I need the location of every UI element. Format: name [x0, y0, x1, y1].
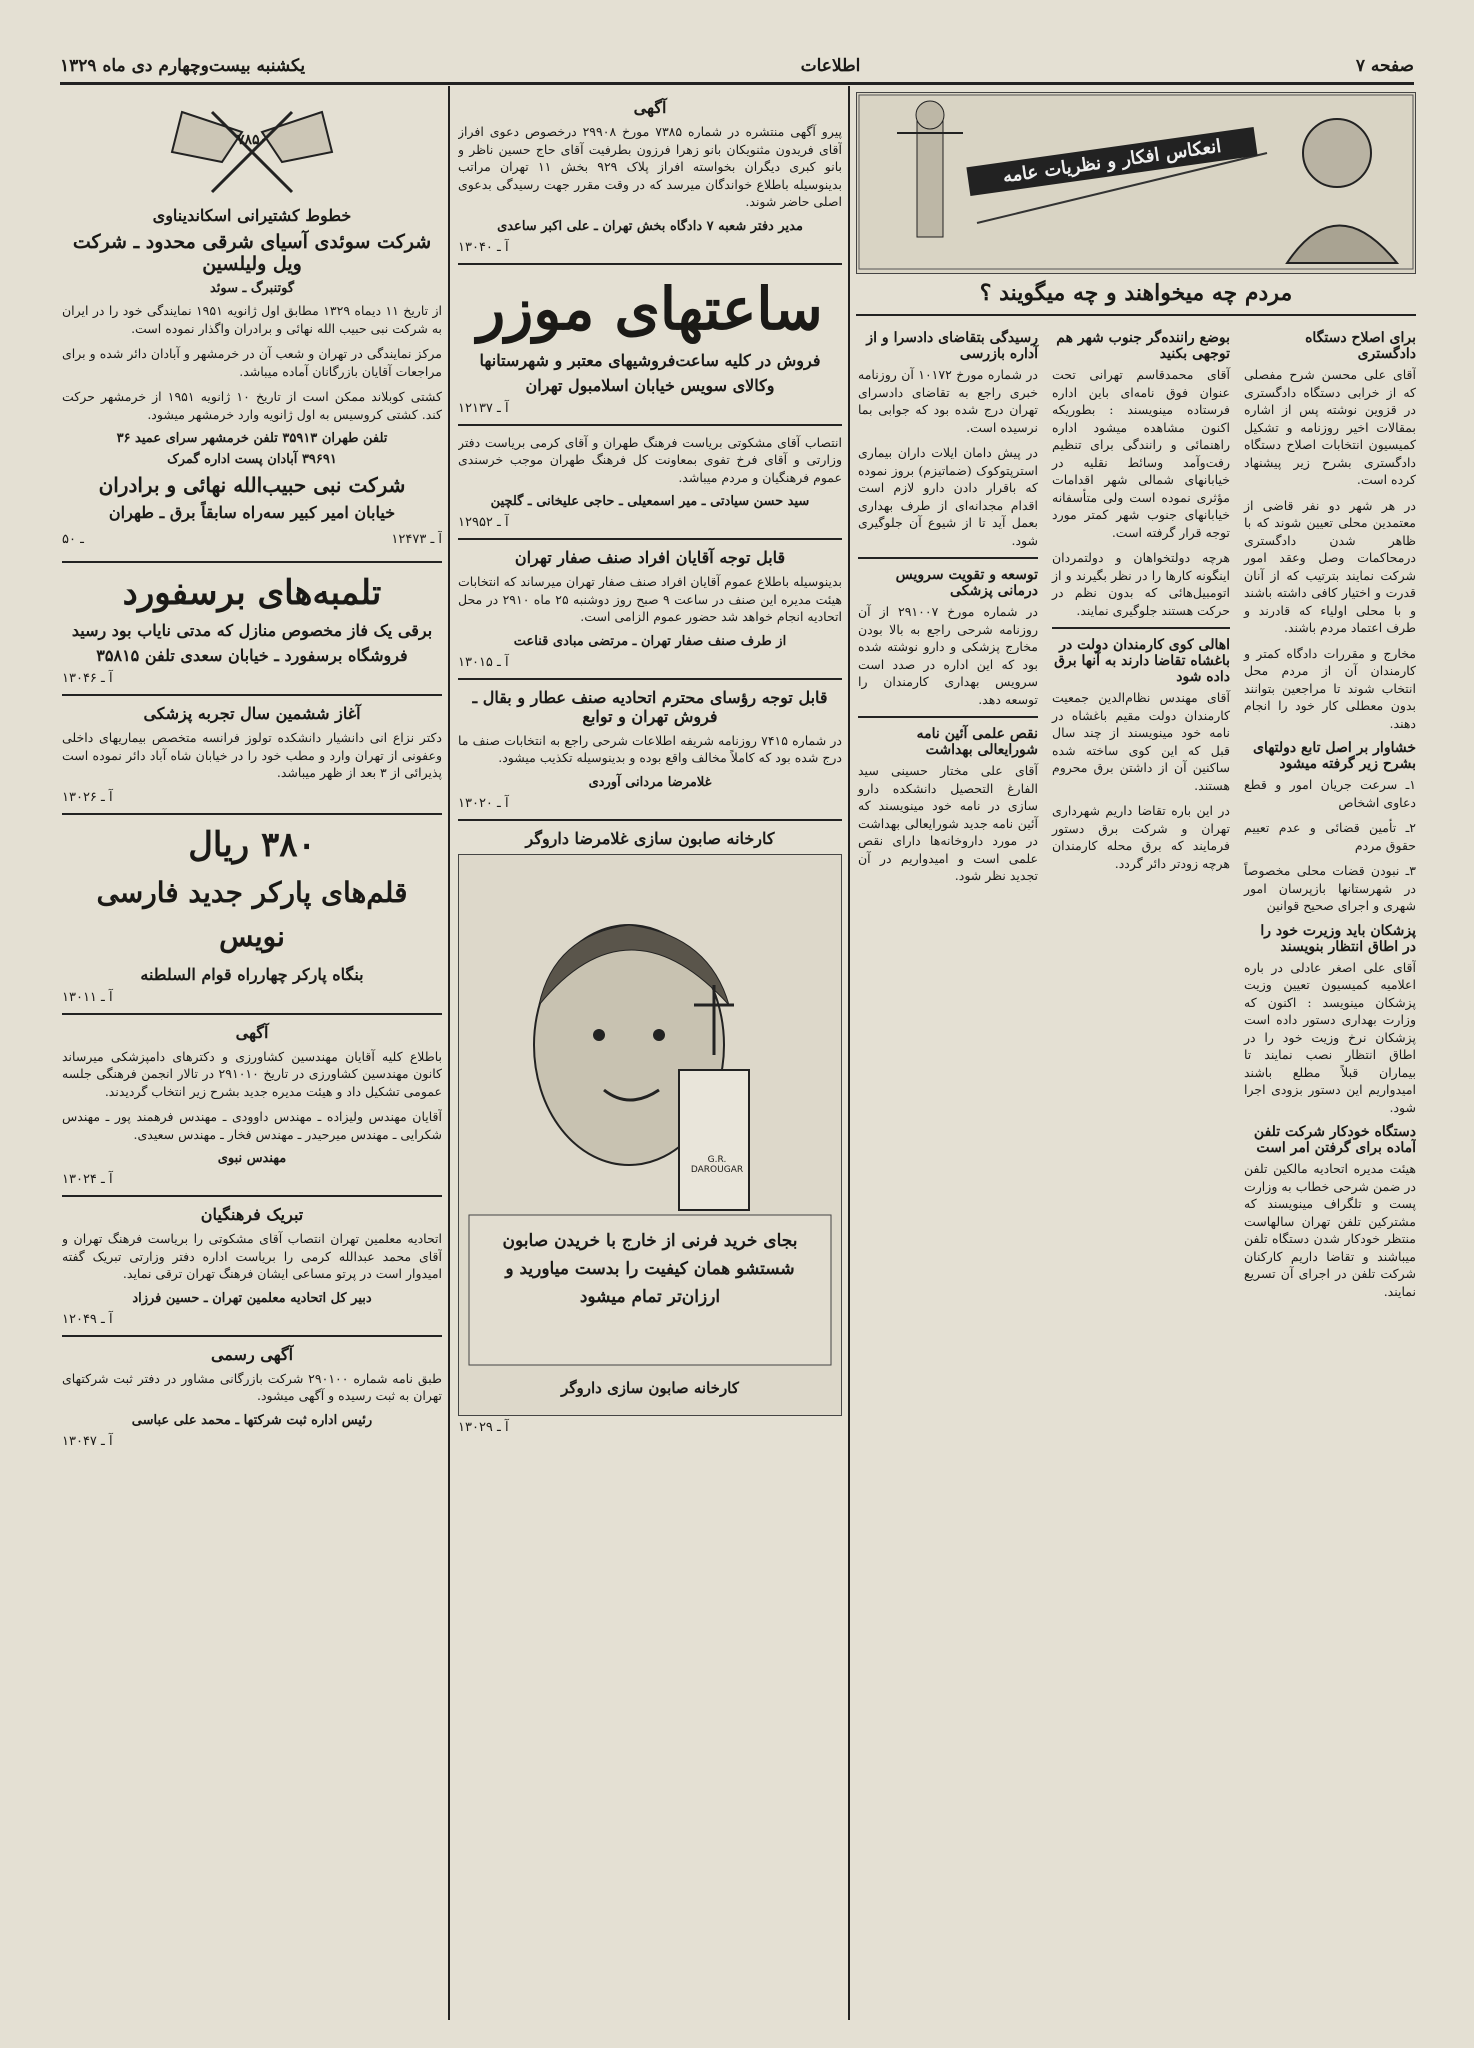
article-title: نقص علمی آئین نامه شورایعالی بهداشت [916, 726, 1038, 758]
shipping-tel: ۳۹۶۹۱ آبادان پست اداره گمرک [167, 452, 337, 467]
notice-paragraph: آقایان مهندس ولیزاده ـ مهندس داوودی ـ مهندس فرهمند پور ـ مهندس شکرایی ـ مهندس میرحیدر ـ مهندس فخار ـ مهندس سعیدی. [62, 1109, 442, 1142]
article-paragraph: در شماره مورخ ۲۹۱۰۰۷ از آن روزنامه شرحی راجع به بالا بودن مخارج پزشکی و دارو نوشته شده بود که این اداره در صدد است سرویس بهداری کارمندان را توسعه دهد. [858, 604, 1038, 707]
sub-column-c [858, 324, 1038, 1308]
masthead-rule [60, 82, 1414, 85]
notice-paragraph: باطلاع کلیه آقایان مهندسین کشاورزی و دکترهای دامپزشکی میرساند کانون مهندسین کشاورزی در تاریخ ۲۹۱۰۱۰ در تالار انجمن فرهنگی جلسه عمومی تشکیل داد و هیئت مدیره جدید بشرح زیر انتخاب گردیدند. [62, 1048, 442, 1099]
masthead [60, 52, 1414, 80]
left-column [62, 92, 442, 2012]
notice-signature: رئیس اداره ثبت شرکتها ـ محمد علی عباسی [131, 1412, 373, 1428]
notice-signature: سید حسن سیادتی ـ میر اسمعیلی ـ حاجی علیخانی ـ گلچین [490, 494, 810, 509]
notice-code: آ ـ ۱۳۰۲۰ [458, 795, 509, 811]
notice-title: آگهی [235, 1022, 269, 1042]
company-codes [62, 528, 442, 553]
notice-title: قابل توجه رؤسای محترم اتحادیه صنف عطار و بقال ـ فروش تهران و توابع [472, 687, 828, 726]
divider [62, 694, 442, 696]
pen-address: بنگاه پارکر چهارراه قوام السلطنه [140, 964, 364, 984]
notice-signature: مهندس نبوی [217, 1151, 287, 1166]
notice-code: آ ـ ۱۲۹۵۲ [458, 515, 509, 530]
opinion-banner [856, 92, 1416, 274]
article-paragraph: در هر شهر دو نفر قاضی از معتمدین محلی تعیین شوند که با ظاهر شدن دادگستری درمحاکمات وصل وعقد امور شرکت نمایند بترتیب که از آنان قدرت و اختیار کافی داشته باشند و با محلی اولیاء که قادرند و طرف اعتماد مردم باشند. [1244, 497, 1416, 635]
list-item: ۲ـ تأمین قضائی و عدم تعییم حقوق مردم [1244, 820, 1416, 853]
notice-paragraph: بدینوسیله باطلاع عموم آقایان افراد صنف صفار تهران میرساند که انتخابات هیئت مدیره این صنف در ساعت ۹ صبح روز دوشنبه ۲۵ ماه ۲۹۱۰ در محل اتحادیه انجام خواهد شد حضور عموم الزامی است. [458, 574, 842, 624]
clinic-paragraph: دکتر نزاع انی دانشیار دانشکده تولوز فرانسه متخصص بیماریهای داخلی وعفونی از تهران وارد و مطب خود را در خیابان شاه آباد دائر نموده است پذیرائی از ۳ بعد از ظهر میباشد. [62, 730, 442, 780]
pen-code: آ ـ ۱۳۰۱۱ [62, 989, 113, 1005]
soap-ad-header: کارخانه صابون سازی غلامرضا داروگر [525, 828, 775, 848]
soap-ad-body: بجای خرید فرنی از خارج با خریدن صابون شستشو همان کیفیت را بدست میاورید و ارزان‌تر تمام میشود [502, 1230, 798, 1307]
article-title: پزشکان باید وزیرت خود را در اطاق انتظار بنویسند [1260, 922, 1416, 955]
column-divider [448, 86, 450, 2020]
pump-ad-subtitle: برقی یک فاز مخصوص منازل که مدتی نایاب بود رسید [71, 621, 433, 640]
article-paragraph: مخارج و مقررات دادگاه کمتر و کارمندان آن از مردم محل انتخاب شوند تا مراجعین بتوانند بدون معطلی کار خود را انجام دهند. [1244, 645, 1416, 731]
divider [458, 424, 842, 426]
notice-title: آگهی [633, 98, 667, 117]
clinic-title: آغاز ششمین سال تجربه پزشکی [143, 704, 361, 723]
pen-title: قلم‌های پارکر جدید فارسی نویس [96, 875, 408, 953]
company-title: شرکت نبی حبیب‌الله نهائی و برادران [98, 473, 406, 497]
notice-paragraph: انتصاب آقای مشکوتی بریاست فرهنگ طهران و آقای کرمی بریاست دفتر وزارتی و آقای فرخ تفوی بمعاونت کل فرهنگ طهران موجب خرسندی عموم فرهنگیان و مردم میباشد. [458, 434, 842, 485]
date-line: یکشنبه بیست‌وچهارم دی ماه ۱۳۲۹ [60, 56, 306, 76]
shipping-company: شرکت سوئدی آسیای شرقی محدود ـ شرکت ویل ولیلسین [72, 231, 432, 275]
shipping-paragraph: کشتی کوبلاند ممکن است از تاریخ ۱۰ ژانویه ۱۹۵۱ از خرمشهر حرکت کند. کشتی کروسیس به اول ژانویه وارد خرمشهر میشود. [62, 389, 442, 422]
shipping-tel: تلفن طهران ۳۵۹۱۳ تلفن خرمشهر سرای عمید ۳۶ [116, 431, 388, 446]
article-title: دستگاه خودکار شرکت تلفن آماده برای گرفتن امر است [1253, 1124, 1416, 1156]
article-title: رسیدگی بتقاضای دادسرا و از آداره بازرسی [866, 330, 1038, 362]
article-paragraph: هرچه دولتخواهان و دولتمردان اینگونه کارها را در نظر بگیرند و از اتومبیل‌هائی که بدون نظم در حرکت هستند جلوگیری نمایند. [1052, 550, 1230, 618]
company-address: خیابان امیر کبیر سه‌راه سابقاً برق ـ طهران [108, 503, 396, 522]
company-code-2: ۵ـ ۰ [62, 532, 84, 547]
divider [62, 813, 442, 815]
section-title: مردم چه میخواهند و چه میگویند ؟ [979, 280, 1293, 306]
article-paragraph: آقای محمدقاسم تهرانی تحت عنوان فوق نامه‌ای باین اداره فرستاده مینویسند : بطوریکه اکنون مشاهده میشود اداره راهنمائی و رانندگی برای تنظیم رفت‌وآمد وسائط نقلیه در خیابانهای شمالی شهر اقدامات مؤثری نموده است ولی متأسفانه خیابانهای جنوب شهر کمتر مورد توجه قرار گرفته است. [1052, 367, 1230, 540]
shipping-title: خطوط کشتیرانی اسکاندیناوی [152, 206, 352, 225]
article-paragraph: آقای علی محسن شرح مفصلی که از خرابی دستگاه دادگستری در قزوین نوشته پس از اشاره بمقالات اخیر روزنامه و تشکیل کمیسیون انتخابات اصلاح دستگاه دادگستری بشرح زیر پیشنهاد کرده است. [1244, 367, 1416, 487]
article-paragraph: در این باره تقاضا داریم شهرداری تهران و شرکت برق دستور فرمایند که برق محله کارمندان هرچه زودتر دائر گردد. [1052, 803, 1230, 871]
notice-title: قابل توجه آقایان افراد صنف صفار تهران [514, 548, 786, 567]
shipping-logo [62, 92, 442, 200]
article-paragraph: آقای مهندس نظام‌الدین جمعیت کارمندان دولت مقیم باغشاه در نامه خود مینویسند از چند سال قبل که این کوی ساخته شده ساکنین آن از داشتن برق محروم هستند. [1052, 690, 1230, 793]
notice-code: آ ـ ۱۳۰۱۵ [458, 654, 509, 670]
paper-name: اطلاعات [800, 56, 861, 76]
soap-ad-footer: کارخانه صابون سازی داروگر [561, 1378, 739, 1397]
notice-signature: دبیر کل اتحادیه معلمین تهران ـ حسین فرزاد [132, 1290, 372, 1306]
article-paragraph: در شماره مورخ ۱۰۱۷۲ آن روزنامه خبری راجع به تقاضای دادسرای تهران درج شده بود که جوابی بما نرسیده است. [858, 367, 1038, 435]
notice-paragraph: پیرو آگهی منتشره در شماره ۷۳۸۵ مورخ ۲۹۹۰۸ درخصوص دعوی افراز آقای فریدون مثنویکان بانو زهرا فرزون بطرفیت آقای حاج حسین ناظر و بانو کبری دیگران بخواسته افراز پلاک ۹۲۹ بخش ۱۱ تهران مراتب بدینوسیله باطلاع خواندگان میرسد که در وقت مقرر جهت رسیدگی بدعوی اصلی حاضر شوند. [458, 124, 842, 209]
article-title: بوضع راننده‌گر جنوب شهر هم توجهی بکنید [1056, 330, 1230, 362]
divider [458, 263, 842, 265]
article-title: توسعه و تقویت سرویس درمانی پزشکی [895, 567, 1038, 599]
article-paragraph: آقای علی مختار حسینی سید الفارغ التحصیل دانشکده دارو سازی در نامه خود مینویسند که آئین نامه جدید شورایعالی بهداشت در مورد داروخانه‌ها دارای نقص علمی است و امیدواریم در آن تجدید نظر شود. [858, 763, 1038, 883]
banner-title: انعکاس افکار و نظریات عامه [966, 127, 1257, 196]
sub-column-b [1052, 324, 1230, 1308]
column-divider [848, 86, 850, 2020]
right-column [856, 92, 1416, 2012]
divider [62, 1195, 442, 1197]
company-code: آ ـ ۱۲۴۷۳ [391, 532, 442, 547]
list-title: خشاوار بر اصل تابع دولتهای بشرح زیر گرفته میشود [1253, 740, 1416, 772]
right-column-body [856, 324, 1416, 1308]
shipping-sub: گوتنبرگ ـ سوئد [209, 281, 295, 296]
article-paragraph: در پیش دامان ایلات داران بیماری استرپتوکوک (ضماتیزم) بروز نموده که باقرار دادن دارو لازم است اقدام مجدانه‌ای از طرف بهداری بعمل آید تا از شیوع آن جلوگیری شود. [858, 445, 1038, 548]
middle-column [458, 92, 842, 2012]
woman-illustration-icon [459, 855, 841, 1413]
notice-paragraph: طبق نامه شماره ۲۹۰۱۰۰ شرکت بازرگانی مشاور در دفتر ثبت شرکتهای تهران به ثبت رسیده و آگهی میشود. [62, 1370, 442, 1403]
divider [62, 1013, 442, 1015]
soap-ad [458, 854, 842, 1416]
article-paragraph: آقای علی اصغر عادلی در باره اعلامیه کمیسیون تعیین وزیت پزشکان مینویسد : اکنون که وزارت بهداری دستور داده است پزشکان نرخ وزیت خود را در اطاق انتظار نصب نمایند تا بیماران قبلاً مطلع باشند امیدواریم این دستور بزودی اجرا شود. [1244, 959, 1416, 1115]
soap-ad-code: آ ـ ۱۳۰۲۹ [458, 1419, 509, 1435]
notice-signature: مدیر دفتر شعبه ۷ دادگاه بخش تهران ـ علی اکبر ساعدی [497, 218, 803, 234]
pump-ad-title: تلمبه‌های برسفورد [122, 573, 382, 613]
pen-price: ۳۸۰ ریال [188, 824, 316, 865]
divider [856, 314, 1416, 316]
divider [1052, 627, 1230, 629]
notice-signature: از طرف صنف صفار تهران ـ مرتضی مبادی قناعت [513, 633, 787, 649]
pump-ad-code: آ ـ ۱۳۰۴۶ [62, 671, 113, 686]
divider [62, 561, 442, 563]
watch-ad-title: ساعتهای موزر [477, 274, 823, 343]
notice-title: آگهی رسمی [210, 1344, 294, 1364]
pump-ad-address: فروشگاه برسفورد ـ خیابان سعدی تلفن ۳۵۸۱۵ [96, 646, 408, 665]
sub-column-a [1244, 324, 1416, 1308]
article-paragraph: هیئت مدیره اتحادیه مالکین تلفن در ضمن شرحی خطاب به وزارت پست و تلگراف مینویسند که مشترکین تلفن تهران سالهاست منتظر خودکار شدن دستگاه تلفن میباشند و تقاضا داریم کارکنان شرکت تلفن در اجرای آن تسریع نمایند. [1244, 1161, 1416, 1299]
notice-code: آ ـ ۱۳۰۴۷ [62, 1433, 113, 1449]
article-title: برای اصلاح دستگاه دادگستری [1305, 330, 1416, 362]
divider [858, 716, 1038, 718]
shipping-paragraph: از تاریخ ۱۱ دیماه ۱۳۲۹ مطابق اول ژانویه ۱۹۵۱ نمایندگی خود را در ایران به شرکت نبی حبیب الله نهائی و برادران واگذار نموده است. [62, 303, 442, 336]
list-item: ۳ـ نبودن قضات محلی مخصوصاً در شهرستانها بازپرسان امور شهری و اجرای صحیح قوانین [1244, 863, 1416, 913]
notice-paragraph: اتحادیه معلمین تهران انتصاب آقای مشکوتی را بریاست فرهنگ تهران و آقای محمد عبدالله کرمی را بریاست اداره دفتر وزارتی تبریک گفته امیدوار است در پرتو مساعی ایشان فرهنگ تهران ترقی نماید. [62, 1231, 442, 1281]
watch-ad-subtitle: فروش در کلیه ساعت‌فروشیهای معتبر و شهرستانها [479, 350, 821, 370]
notice-code: آ ـ ۱۳۰۲۴ [62, 1172, 113, 1187]
notice-title: تبریک فرهنگیان [200, 1205, 304, 1224]
notice-paragraph: در شماره ۷۴۱۵ روزنامه شریفه اطلاعات شرحی راجع به انتخابات صنف ما درج شده بود که کاملاً مخالف واقع بوده و بدینوسیله تکذیب میشود. [458, 732, 842, 765]
article-title: اهالی کوی کارمندان دولت در باغشاه تقاضا دارند به آنها برق داده شود [1054, 637, 1230, 685]
soap-brand: G.R. DAROUGAR [690, 1154, 744, 1175]
notice-code: آ ـ ۱۲۰۴۹ [62, 1311, 113, 1327]
banner-illustration-icon [857, 93, 1415, 271]
notice-signature: غلامرضا مردانی آوردی [588, 774, 712, 790]
shipping-paragraph: مرکز نمایندگی در تهران و شعب آن در خرمشهر و آبادان دائر شده و برای مراجعات آقایان بازرگانان آماده میباشد. [62, 346, 442, 379]
notice-code: آ ـ ۱۳۰۴۰ [458, 239, 509, 255]
divider [458, 819, 842, 821]
divider [858, 557, 1038, 559]
divider [62, 1335, 442, 1337]
clinic-code: آ ـ ۱۳۰۲۶ [62, 789, 113, 805]
shipping-logo-text: ۷۸۵۰ [236, 132, 268, 148]
list-item: ۱ـ سرعت جریان امور و قطع دعاوی اشخاص [1244, 777, 1416, 810]
divider [458, 538, 842, 540]
watch-ad-code: آ ـ ۱۲۱۳۷ [458, 400, 509, 416]
watch-ad-address: وکالای سویس خیابان اسلامبول تهران [525, 375, 775, 395]
divider [458, 678, 842, 680]
page-number: صفحه ۷ [1355, 56, 1414, 76]
